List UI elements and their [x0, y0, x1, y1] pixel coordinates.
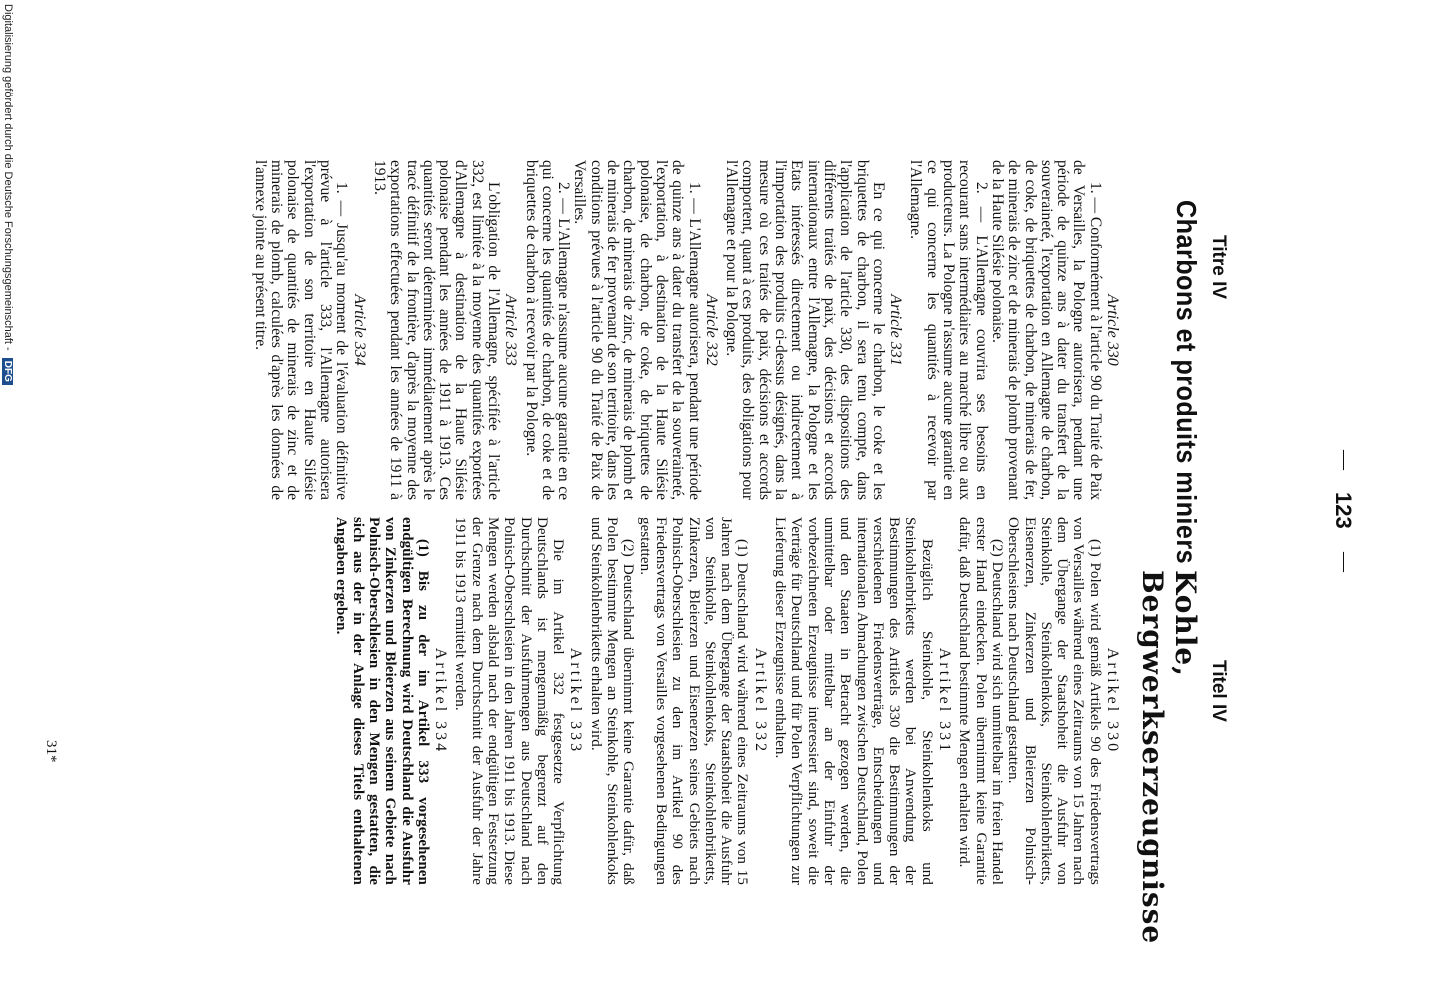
article-paragraph: L'obligation de l'Allemagne, spécifiée à l'article 332, est limitée à la moyenne des quantités exportées d'Allemagne à destination de la Haute Silésie polonaise pendant les années de 1911 à 1913. Ces quantités seront déterminées immédiatement après le tracé définitif de la frontière, d'après la moyenne des exportations effectuées pendant les années de 1911 à 1913.	[370, 160, 503, 500]
article-paragraph: (2) Deutschland übernimmt keine Garantie dafür, daß Polen bestimmte Mengen an Steinkohle, Steinkohlenkoks und Steinkohlenbriketts erhalten wird.	[587, 517, 637, 885]
article-heading: Article 333	[502, 294, 520, 366]
article-paragraph: (1) Deutschland wird während eines Zeitraums von 15 Jahren nach dem Übergange der Staatshoheit die Ausfuhr von Steinkohle, Steinkohlenkoks, Steinkohlenbriketts, Zinkerzen, Bleierzen und Eisenerzen seines Gebiets nach Polnisch-Oberschlesien zu den im Artikel 90 des Friedensvertrags von Versailles vorgesehenen Bedingungen gestatten.	[636, 517, 751, 885]
french-article-330	[907, 160, 1120, 500]
french-title: Charbons et produits miniers	[1171, 200, 1202, 565]
article-paragraph: 2. — L'Allemagne n'assume aucune garantie en ce qui concerne les quantités de charbon, de coke et de briquettes de charbon à recevoir par la Pologne.	[522, 160, 573, 500]
article-heading: Artikel 330	[1104, 647, 1121, 755]
german-title: Kohle, Bergwerkserzeugnisse	[1136, 570, 1202, 945]
article-paragraph: Bezüglich Steinkohle, Steinkohlenkoks und Steinkohlenbriketts werden bei Anwendung der Bestimmungen des Artikels 330 die Bestimmungen der verschiedenen Friedensverträge, Entscheidungen und internationalen Abmachungen zwischen Deutschland, Polen und den Staaten in Betracht gezogen werden, die unmittelbar oder mittelbar an der Einfuhr der vorbezeichneten Erzeugnisse interessiert sind, soweit die Verträge für Deutschland und für Polen Verpflichtungen zur Lieferung dieser Erzeugnisse enthalten.	[772, 517, 935, 885]
article-heading: Article 330	[1104, 294, 1121, 366]
article-heading: Article 332	[702, 294, 720, 366]
french-article-332	[522, 160, 719, 500]
header-dash-left: —	[1334, 450, 1356, 470]
german-column	[333, 517, 1124, 885]
german-artikel-334	[333, 517, 448, 885]
german-artikel-331	[772, 517, 952, 885]
header-dash-right: —	[1334, 552, 1356, 572]
article-paragraph: Die im Artikel 332 festgesetzte Verpflichtung Deutschlands ist mengenmäßig begrenzt auf den Durchschnitt der Ausfuhrmengen aus Deutschland nach Polnisch-Oberschlesien in den Jahren 1911 bis 1913. Diese Mengen werden alsbald nach der endgültigen Festsetzung der Grenze nach dem Durchschnitt der Ausfuhr der Jahre 1911 bis 1913 ermittelt werden.	[452, 517, 567, 885]
article-paragraph: (1) Bis zu der im Artikel 333 vorgesehenen endgültigen Berechnung wird Deutschland die Ausfuhr von Zinkerzen und Bleierzen aus seinem Gebiete nach Polnisch-Oberschlesien in den Mengen gestatten, die sich aus der in der Anlage dieses Titels enthaltenen Angaben ergeben.	[333, 517, 431, 885]
french-article-333	[371, 160, 519, 500]
french-column	[252, 160, 1124, 500]
article-heading: Article 334	[350, 294, 368, 366]
french-article-334	[252, 160, 367, 500]
digitization-text: Digitalisierung gefördert durch die Deutsche Forschungsgemeinschaft -	[2, 4, 14, 351]
article-heading: Artikel 331	[936, 647, 954, 755]
french-article-331	[723, 160, 903, 500]
article-heading: Article 331	[887, 294, 905, 366]
german-artikel-332	[588, 517, 768, 885]
article-heading: Artikel 333	[567, 647, 585, 755]
page-signature: 31*	[43, 740, 59, 763]
article-heading: Artikel 334	[432, 647, 450, 755]
article-heading: Artikel 332	[751, 647, 769, 755]
french-titre: Titre IV	[1208, 235, 1229, 300]
article-paragraph: 1. — Conformément à l'article 90 du Traité de Paix de Versailles, la Pologne autorisera, pendant une période de quinze ans à dater du transfert de la souveraineté, l'exportation en Allemagne de charbon, de coke, de briquettes de charbon, de minerais de fer, de minerais de zinc et de minerais de plomb provenant de la Haute Silésie polonaise.	[988, 160, 1104, 500]
german-artikel-330	[956, 517, 1120, 885]
dfg-logo: DFG	[2, 358, 13, 385]
article-paragraph: 2. — L'Allemagne couvrira ses besoins en recourant sans intermédiaires au marché libre ou aux producteurs. La Pologne n'assume aucune garantie en ce qui concerne les quantités à recevoir par l'Allemagne.	[907, 160, 990, 500]
digitization-notice	[2, 4, 14, 385]
article-paragraph: 1. — Jusqu'au moment de l'évaluation définitive prévue à l'article 333, l'Allemagne autorisera l'exportation de son territoire en Haute Silésie polonaise de quantités de minerais de zinc et de minerais de plomb, calculées d'après les données de l'annexe jointe au présent titre.	[251, 160, 351, 500]
page-number: 123	[1331, 492, 1356, 529]
article-paragraph: En ce qui concerne le charbon, le coke et les briquettes de charbon, il sera tenu compte, dans l'application de l'article 330, des dispositions des différents traités de paix, des décisions et accords internationaux entre l'Allemagne, la Pologne et les Etats intéressés directement ou indirectement à l'importation des produits ci-dessus désignés, dans la mesure où ces traités de paix, décisions et accords comportent, quant à ces produits, des obligations pour l'Allemagne et pour la Pologne.	[723, 160, 887, 500]
article-paragraph: (2) Deutschland wird sich unmittelbar im freien Handel erster Hand eindecken. Polen übernimmt keine Garantie dafür, daß Deutschland bestimmte Mengen erhalten wird.	[956, 517, 1005, 885]
article-paragraph: 1. — L'Allemagne autorisera, pendant une période de quinze ans à dater du transfert de la souveraineté, l'exportation, à destination de la Haute Silésie polonaise, de charbon, de coke, de briquettes de charbon, de minerais de zinc, de minerais de plomb et de minerais de fer provenant de son territoire, dans les conditions prévues à l'article 90 du Traité de Paix de Versailles.	[571, 160, 703, 500]
german-titel: Titel IV	[1208, 660, 1229, 722]
german-artikel-333	[452, 517, 583, 885]
article-paragraph: (1) Polen wird gemäß Artikels 90 des Friedensvertrags von Versailles während eines Zeitraums von 15 Jahren nach dem Übergange der Staatshoheit die Ausfuhr von Steinkohle, Steinkohlenkoks, Steinkohlenbriketts, Eisenerzen, Zinkerzen und Bleierzen Polnisch-Oberschlesiens nach Deutschland gestatten.	[1005, 517, 1103, 885]
